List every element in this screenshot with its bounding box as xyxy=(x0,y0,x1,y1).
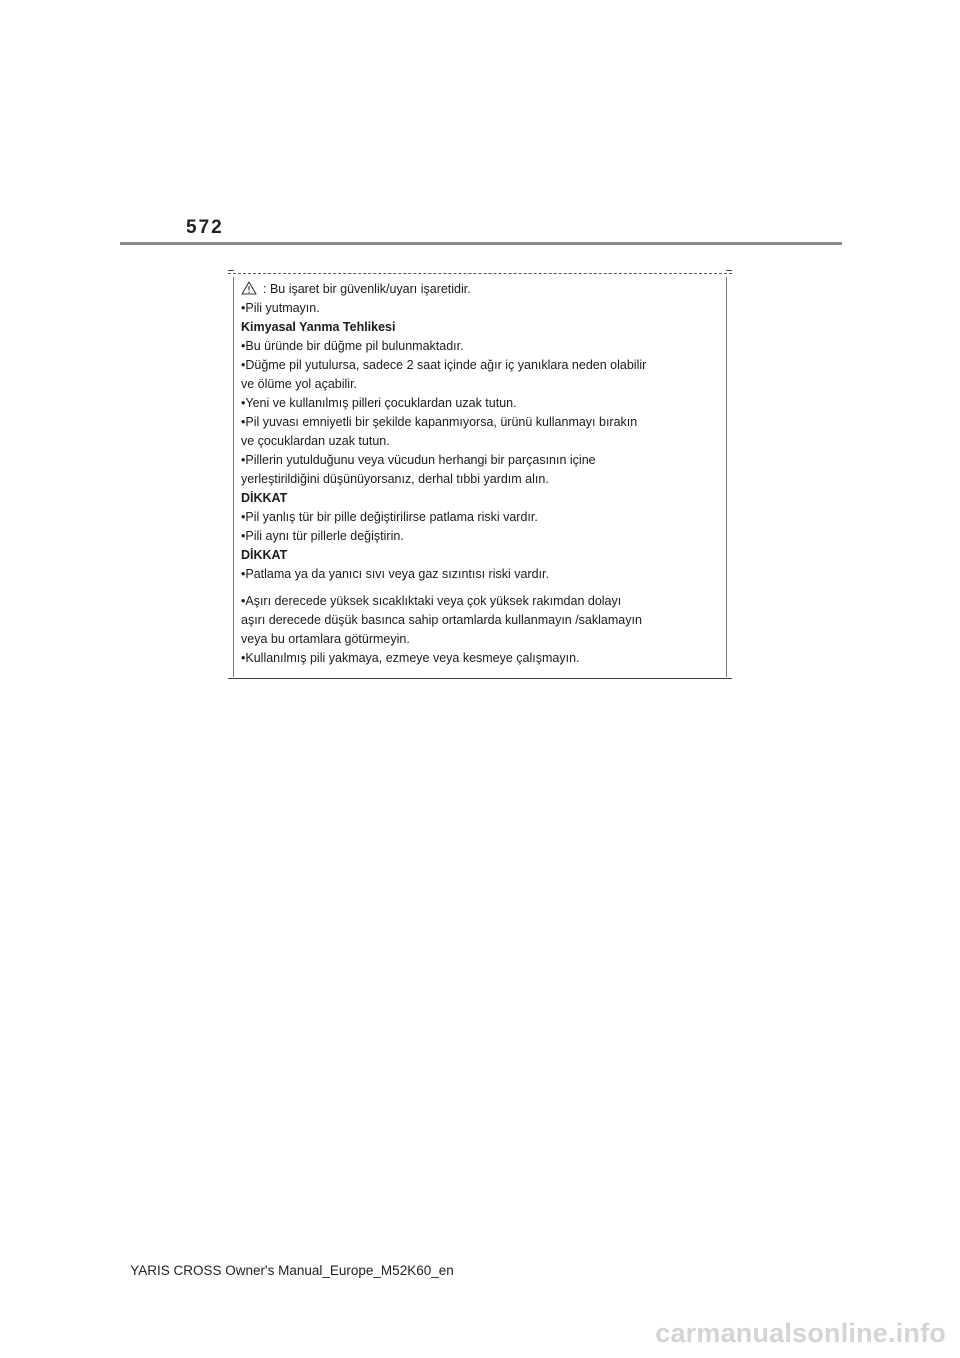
notice-line: •Pil yuvası emniyetli bir şekilde kapanmıyorsa, ürünü kullanmayı bırakın xyxy=(241,415,638,429)
box-tick-right xyxy=(726,270,732,271)
notice-line: •Yeni ve kullanılmış pilleri çocuklardan uzak tutun. xyxy=(241,396,517,410)
notice-line: aşırı derecede düşük basınca sahip ortamlarda kullanmayın /saklamayın xyxy=(241,613,642,627)
notice-lines xyxy=(241,280,721,668)
notice-line: •Düğme pil yutulursa, sadece 2 saat içinde ağır iç yanıklara neden olabilir xyxy=(241,358,647,372)
notice-heading: Kimyasal Yanma Tehlikesi xyxy=(241,320,396,334)
notice-line: yerleştirildiğini düşünüyorsanız, derhal tıbbi yardım alın. xyxy=(241,472,549,486)
notice-box xyxy=(228,273,732,679)
notice-line: •Aşırı derecede yüksek sıcaklıktaki veya çok yüksek rakımdan dolayı xyxy=(241,594,622,608)
notice-line: •Kullanılmış pili yakmaya, ezmeye veya kesmeye çalışmayın. xyxy=(241,651,580,665)
notice-line: •Bu üründe bir düğme pil bulunmaktadır. xyxy=(241,339,464,353)
notice-line: ve çocuklardan uzak tutun. xyxy=(241,434,390,448)
box-left-border xyxy=(233,277,234,677)
warning-triangle-icon xyxy=(241,281,257,295)
page-number: 572 xyxy=(186,217,224,238)
watermark: carmanualsonline.info xyxy=(655,1318,946,1348)
notice-line: veya bu ortamlara götürmeyin. xyxy=(241,632,410,646)
box-tick-left xyxy=(228,270,234,271)
notice-line: •Pil yanlış tür bir pille değiştirilirse patlama riski vardır. xyxy=(241,510,538,524)
notice-heading: DİKKAT xyxy=(241,491,288,505)
box-right-border xyxy=(726,277,727,677)
header-rule xyxy=(120,242,842,245)
notice-heading: DİKKAT xyxy=(241,548,288,562)
footer-text xyxy=(0,1263,960,1278)
notice-line: •Pillerin yutulduğunu veya vücudun herhangi bir parçasının içine xyxy=(241,453,596,467)
warning-line xyxy=(241,280,721,299)
box-top-border xyxy=(228,273,732,274)
notice-line: •Pili yutmayın. xyxy=(241,301,320,315)
notice-line: •Pili aynı tür pillerle değiştirin. xyxy=(241,529,404,543)
footer-manual-id: YARIS CROSS Owner's Manual_Europe_M52K60_en xyxy=(130,1263,454,1278)
notice-line: •Patlama ya da yanıcı sıvı veya gaz sızıntısı riski vardır. xyxy=(241,567,549,581)
warning-line-text: : Bu işaret bir güvenlik/uyarı işaretidir. xyxy=(263,282,471,296)
box-bottom-border xyxy=(228,678,732,679)
notice-line: ve ölüme yol açabilir. xyxy=(241,377,358,391)
